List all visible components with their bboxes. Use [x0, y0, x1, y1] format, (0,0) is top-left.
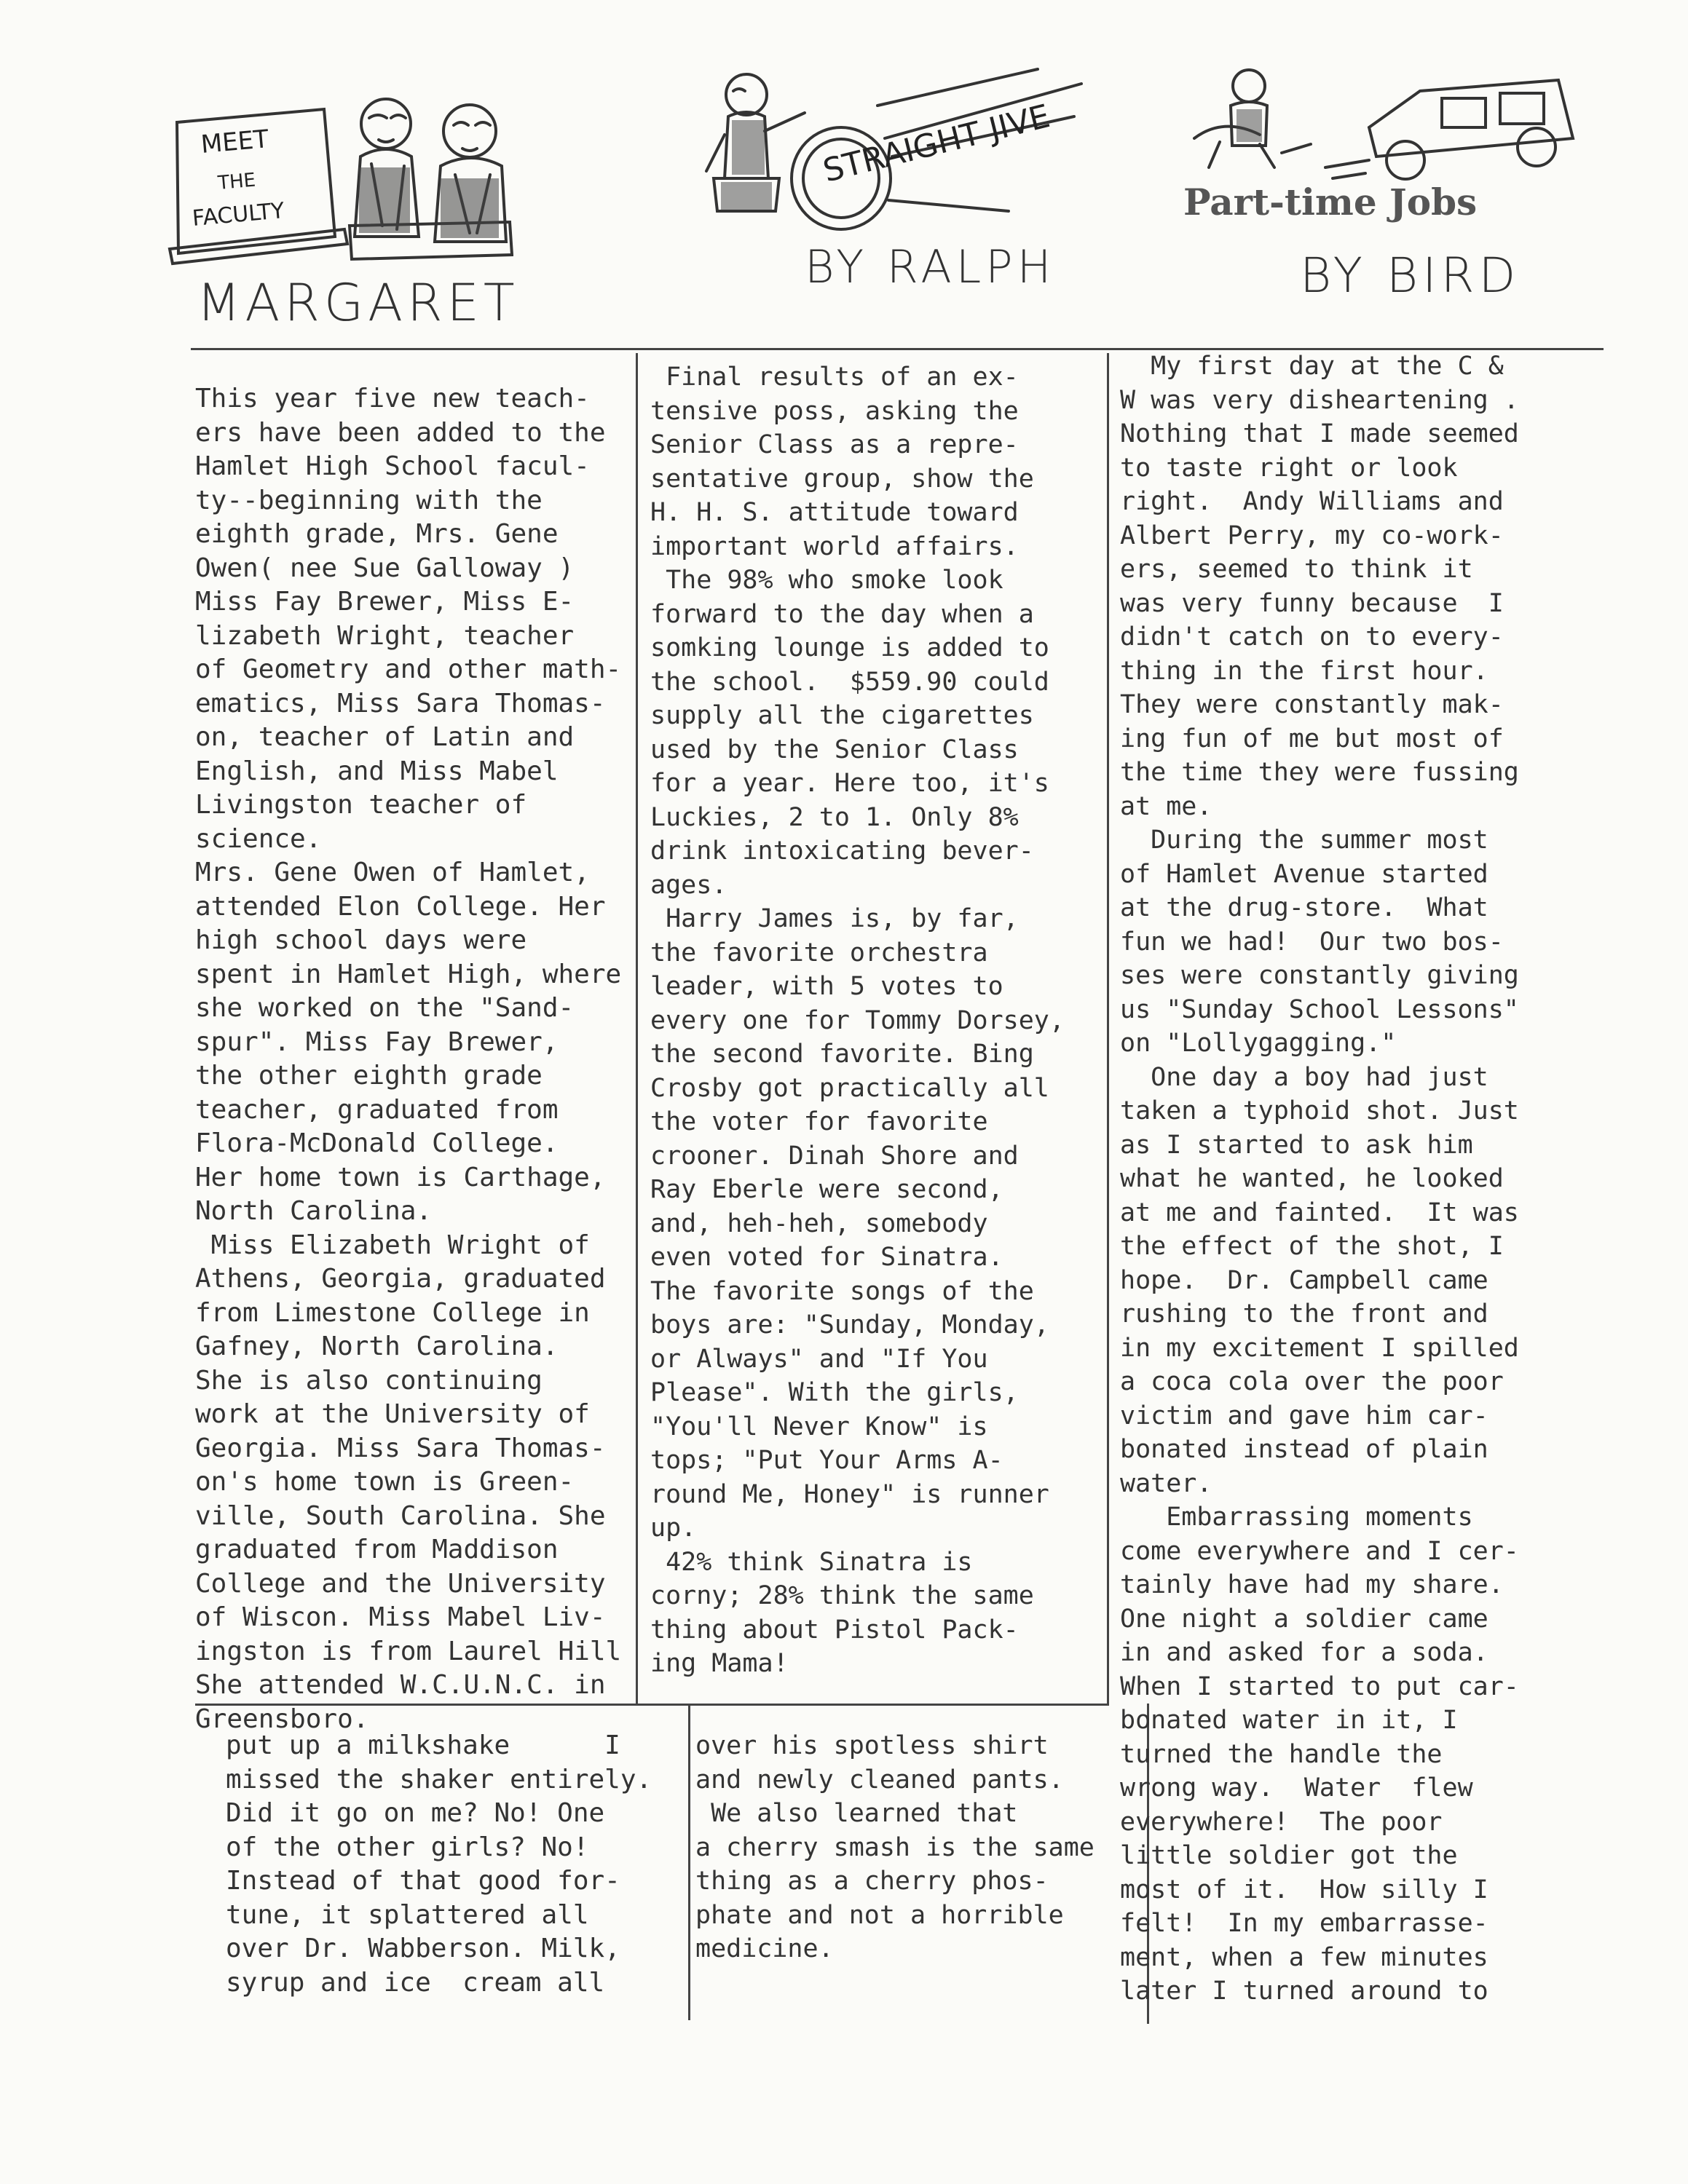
jive-article-continuation: over his spotless shirt and newly cleaned pants. We also learned that a cherry smash is the same thing as a cherry phos- phate and not a horrible medicine. — [695, 1731, 1095, 1963]
faculty-article-continuation: put up a milkshake I missed the shaker entirely. Did it go on me? No! One of the other girls? No! Instead of that good for- tune, it splattered all over Dr. Wabberson. Milk, syrup and ice cream all — [226, 1730, 652, 1998]
jobs-byline: BY BIRD — [1300, 248, 1521, 304]
sign-line-meet: MEET — [200, 124, 270, 159]
straight-jive-article: Final results of an ex- tensive poss, asking the Senior Class as a repre- sentative group, show the H. H. S. attitude toward important world affairs. The 98% who smoke look forward to the day when a somking lounge is added to the school. $559.90 could supply all the cigarettes used by the Senior Class for a year. Here too, it's Luckies, 2 to 1. Only 8% drink intoxicating bever- ages. Harry James is, by far, the favorite orchestra leader, with 5 votes to every one for Tommy Dorsey, the second favorite. Bing Crosby got practically all the voter for favorite crooner. Dinah Shore and Ray Eberle were second, and, heh-heh, somebody even voted for Sinatra. The favorite songs of the boys are: "Sunday, Monday, or Always" and "If You Please". With the girls, "You'll Never Know" is tops; "Put Your Arms A- round Me, Honey" is runner up. 42% think Sinatra is corny; 28% think the same thing about Pistol Pack- ing Mama! — [650, 363, 1065, 1678]
column-rule-2 — [1107, 353, 1109, 1704]
meet-the-faculty-illustration — [164, 80, 513, 269]
part-time-jobs-title: Part-time Jobs — [1183, 181, 1478, 223]
faculty-byline: MARGARET — [197, 273, 519, 333]
page-header — [0, 0, 1688, 349]
straight-jive-title: STRAIGHT JIVE — [819, 98, 1054, 190]
part-time-jobs-illustration — [1180, 58, 1588, 226]
jive-byline: BY RALPH — [805, 240, 1056, 293]
column-rule-1 — [636, 353, 638, 1704]
meet-the-faculty-article: This year five new teach- ers have been added to the Hamlet High School facul- ty--beginning with the eighth grade, Mrs. Gene Owen( nee Sue Galloway ) Miss Fay Brewer, Miss E- lizabeth Wright, teacher of Geometry and other math- ematics, Miss Sara Thomas- on, teacher of Latin and English, and Miss Mabel Livingston teacher of science. Mrs. Gene Owen of Hamlet, attended Elon College. Her high school days were spent in Hamlet High, where she worked on the "Sand- spur". Miss Fay Brewer, the other eighth grade teacher, graduated from Flora-McDonald College. Her home town is Carthage, North Carolina. Miss Elizabeth Wright of Athens, Georgia, graduated from Limestone College in Gafney, North Carolina. She is also continuing work at the University of Georgia. Miss Sara Thomas- on's home town is Green- ville, South Carolina. She graduated from Maddison College and the University of Wiscon. Miss Mabel Liv- ingston is from Laurel Hill She attended W.C.U.N.C. in Greensboro. — [195, 384, 622, 1734]
sign-line-faculty: FACULTY — [191, 198, 285, 232]
straight-jive-illustration — [695, 62, 1089, 233]
part-time-jobs-article: My first day at the C & W was very disheartening . Nothing that I made seemed to taste right or look right. Andy Williams and Albert Perry, my co-work- ers, seemed to think it was very funny because I didn't catch on to every- thing in the first hour. They were constantly mak- ing fun of me but most of the time they were fussing at me. During the summer most of Hamlet Avenue started at the drug-store. What fun we had! Our two bos- ses were constantly giving us "Sunday School Lessons" on "Lollygagging." One day a boy had just taken a typhoid shot. Just as I started to ask him what he wanted, he looked at me and fainted. It was the effect of the shot, I hope. Dr. Campbell came rushing to the front and in my excitement I spilled a coca cola over the poor victim and gave him car- bonated instead of plain water. Embarrassing moments come everywhere and I cer- tainly have had my share. One night a soldier came in and asked for a soda. When I started to put car- bonated water in it, I turned the handle the wrong way. Water flew everywhere! The poor little soldier got the most of it. How silly I felt! In my embarrasse- ment, when a few minutes later I turned around to — [1120, 352, 1519, 2006]
sign-line-the: THE — [216, 169, 257, 194]
column-rule-1b — [688, 1704, 690, 2020]
